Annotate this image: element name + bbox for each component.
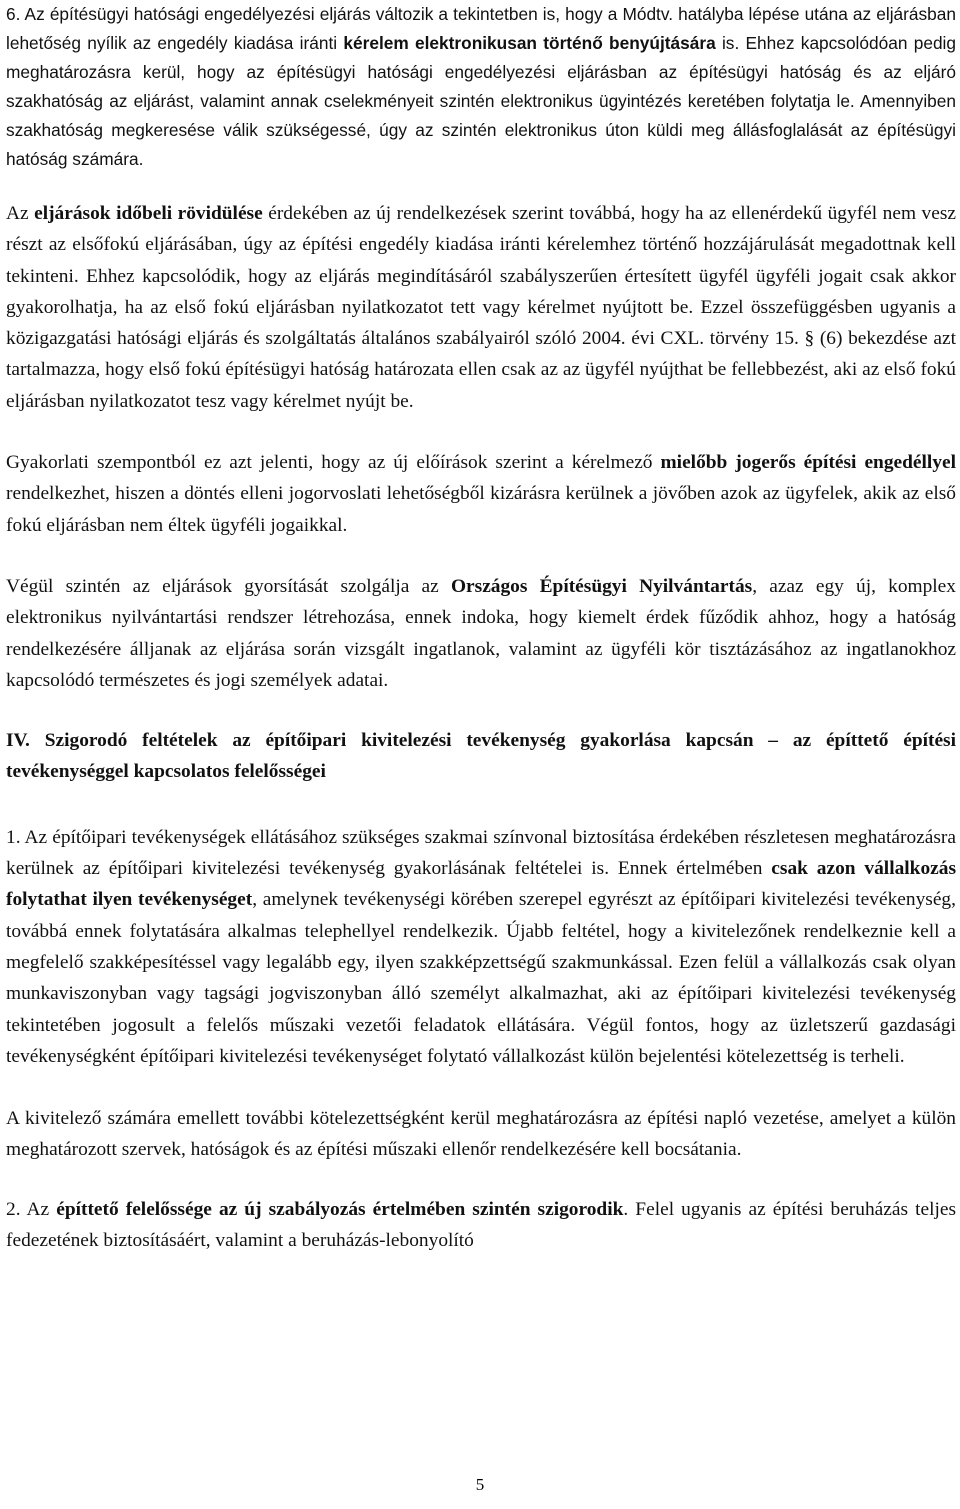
bold-phrase: Országos Építésügyi Nyilvántartás xyxy=(450,575,753,597)
paragraph-construction-log: A kivitelező számára emellett további kötelezettségként kerül meghatározásra az építési napló vezetése, amelyet a külön meghatározott szervek, hatóságok és az építési műszaki ellenőr rendelkezésére kell bocsátania. xyxy=(6,1108,956,1161)
bold-phrase: eljárások időbeli rövidülése xyxy=(34,203,263,224)
document-page xyxy=(6,0,956,1256)
page-number: 5 xyxy=(475,1475,485,1494)
paragraph-electronic-submission: 6. Az építésügyi hatósági engedélyezési eljárás változik a tekintetben is, hogy a Módtv. hatályba lépése utána az eljárásban lehetőség nyílik az engedély kiadása iránti kérelem elektronikusan történő benyújtására is. Ehhez kapcsolódóan pedig meghatározásra kerül, hogy az építésügyi hatósági engedélyezési eljárásban az építésügyi hatóság és az eljáró szakhatóság az eljárást, valamint annak cselekményeit szintén elektronikus ügyintézés keretében folytatja le. Amennyiben szakhatóság megkeresése válik szükségessé, úgy az szintén elektronikus úton küldi meg állásfoglalását az építésügyi hatóság számára. xyxy=(6,4,957,169)
section-heading: IV. Szigorodó feltételek az építőipari kivitelezési tevékenység gyakorlása kapcsán – az építtető építési tevékenységgel kapcsolatos felelősségei xyxy=(6,730,956,783)
paragraph-procedure-shortening: Az eljárások időbeli rövidülése érdekében az új rendelkezések szerint továbbá, hogy ha az ellenérdekű ügyfél nem vesz részt az elsőfokú eljárásában, úgy az építési engedély kiadása iránti kérelemhez történő hozzájárulását megadottnak kell tekinteni. Ehhez kapcsolódik, hogy az eljárás megindításáról szabályszerűen értesített ügyfél ügyféli jogait csak akkor gyakorolhatja, ha az első fokú eljárásban nyilatkozatot tett vagy kérelmet nyújtott be. Ezzel összefüggésben ugyanis a közigazgatási hatósági eljárás és szolgáltatás általános szabályairól szóló 2004. évi CXL. törvény 15. § (6) bekezdése azt tartalmazza, hogy első fokú építésügyi hatóság határozata ellen csak az az ügyfél nyújthat be fellebbezést, aki az első fokú eljárásban nyilatkozatot tesz vagy kérelmet nyújt be. xyxy=(6,203,956,412)
bold-phrase: építtető felelőssége az új szabályozás értelmében szintén szigorodik xyxy=(56,1198,624,1220)
paragraph-practical-meaning: Gyakorlati szempontból ez azt jelenti, hogy az új előírások szerint a kérelmező mielőbb jogerős építési engedéllyel rendelkezhet, hiszen a döntés elleni jogorvoslati lehetőségből kizárásra kerülnek a jövőben azok az ügyfelek, akik az első fokú eljárásban nem éltek ügyféli jogaikkal. xyxy=(6,452,957,536)
paragraph-national-registry: Végül szintén az eljárások gyorsítását szolgálja az Országos Építésügyi Nyilvántartás, azaz egy új, komplex elektronikus nyilvántartási rendszer létrehozása, ennek indoka, hogy kiemelt érdek fűződik ahhoz, hogy a hatóság rendelkezésére álljanak az eljárása során vizsgált ingatlanok, valamint az ügyféli kör tisztázásához az ingatlanokhoz kapcsolódó természetes és jogi személyek adatai. xyxy=(6,575,956,691)
bold-phrase: kérelem elektronikusan történő benyújtására xyxy=(343,33,716,53)
bold-phrase: mielőbb jogerős építési engedéllyel xyxy=(660,452,957,474)
paragraph-contractor-conditions: 1. Az építőipari tevékenységek ellátásához szükséges szakmai színvonal biztosítása érdekében részletesen meghatározásra kerülnek az építőipari kivitelezési tevékenység gyakorlásának feltételei is. Ennek értelmében csak azon vállalkozás folytathat ilyen tevékenységet, amelynek tevékenységi körében szerepel egyrészt az építőipari kivitelezési tevékenység, továbbá ennek folytatására alkalmas telephellyel rendelkezik. Újabb feltétel, hogy a kivitelezőnek rendelkeznie kell a megfelelő szakképesítéssel vagy legalább egy, ilyen szakképzettségű szakmunkással. Ezen felül a vállalkozás csak olyan munkaviszonyban vagy tagsági jogviszonyban álló személyt alkalmazhat, aki az építőipari kivitelezési tevékenység tekintetében jogosult a felelős műszaki vezetői feladatok ellátására. Végül fontos, hogy az üzletszerű gazdasági tevékenységként építőipari kivitelezési tevékenységet folytató vállalkozást külön bejelentési kötelezettség is terheli. xyxy=(6,826,956,1067)
bold-phrase: csak azon vállalkozás folytathat ilyen tevékenységet xyxy=(6,858,956,911)
paragraph-builder-liability: 2. Az építtető felelőssége az új szabályozás értelmében szintén szigorodik. Felel ugyanis az építési beruházás teljes fedezetének biztosításáért, valamint a beruházás-lebonyolító xyxy=(6,1198,956,1252)
